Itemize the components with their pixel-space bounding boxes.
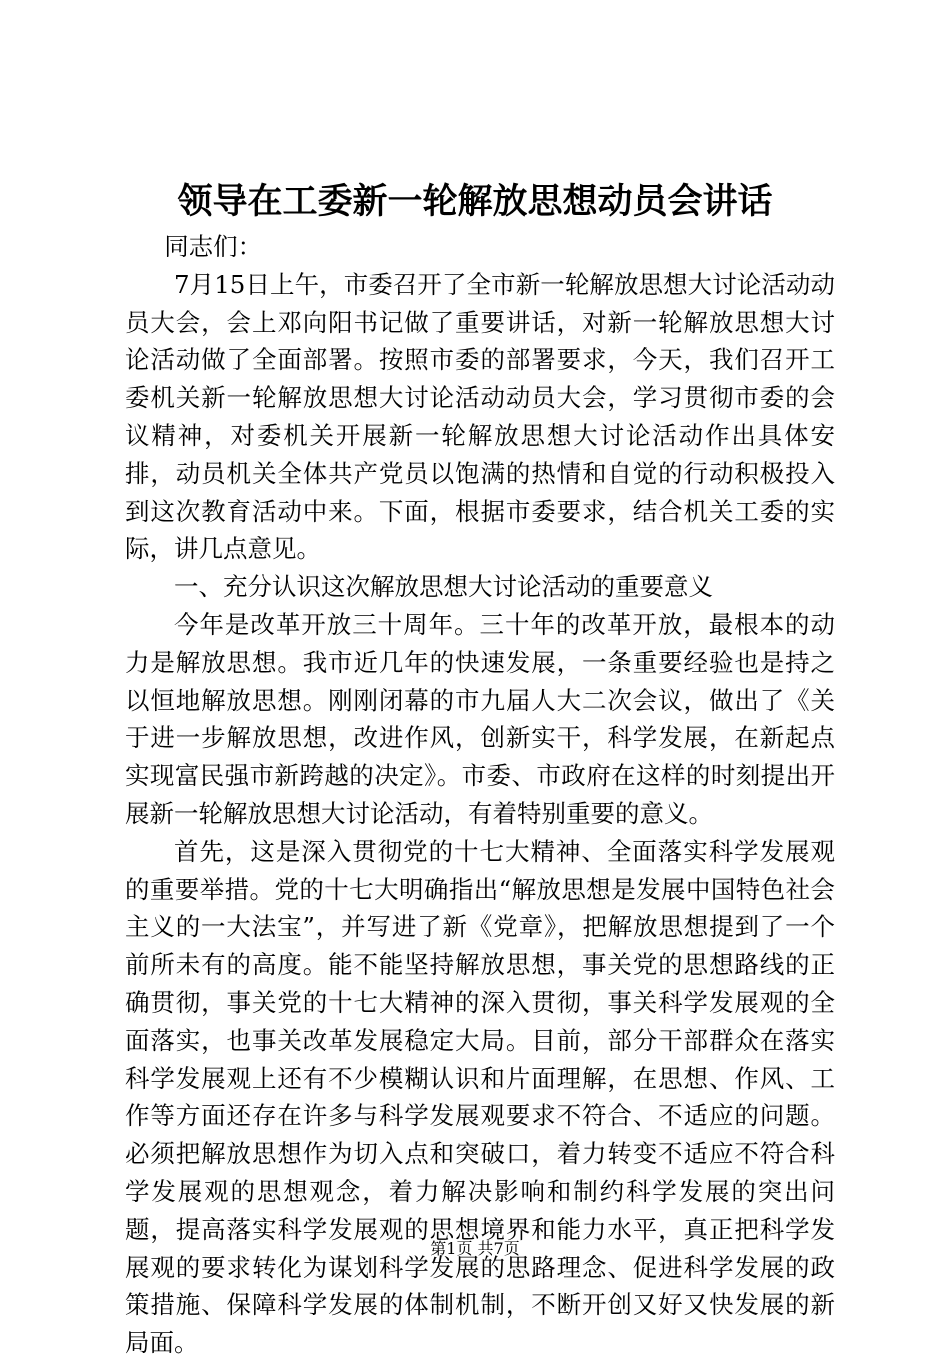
document-body [125,228,835,1362]
salutation: 同志们： [164,232,263,261]
page-number-footer: 第1页 共7页 [430,1239,520,1258]
paragraph-intro: 7月15日上午，市委召开了全市新一轮解放思想大讨论活动动员大会，会上邓向阳书记做了重要讲话，对新一轮解放思想大讨论活动做了全面部署。按照市委的部署要求，今天，我们召开工委机关新一轮解放思想大讨论活动动员大会，学习贯彻市委的会议精神，对委机关开展新一轮解放思想大讨论活动作出具体安排，动员机关全体共产党员以饱满的热情和自觉的行动积极投入到这次教育活动中来。下面，根据市委要求，结合机关工委的实际，讲几点意见。 [125,269,835,564]
section-heading-1: 一、充分认识这次解放思想大讨论活动的重要意义 [174,572,713,602]
paragraph-reform: 今年是改革开放三十周年。三十年的改革开放，最根本的动力是解放思想。我市近几年的快速发展，一条重要经验也是持之以恒地解放思想。刚刚闭幕的市九届人大二次会议，做出了《关于进一步解放思想，改进作风，创新实干，科学发展，在新起点实现富民强市新跨越的决定》。市委、市政府在这样的时刻提出开展新一轮解放思想大讨论活动，有着特别重要的意义。 [125,609,835,828]
paragraph-first-point: 首先，这是深入贯彻党的十七大精神、全面落实科学发展观的重要举措。党的十七大明确指出“解放思想是发展中国特色社会主义的一大法宝”，并写进了新《党章》，把解放思想提到了一个前所未有的高度。能不能坚持解放思想，事关党的思想路线的正确贯彻，事关党的十七大精神的深入贯彻，事关科学发展观的全面落实，也事关改革发展稳定大局。目前，部分干部群众在落实科学发展观上还有不少模糊认识和片面理解，在思想、作风、工作等方面还存在许多与科学发展观要求不符合、不适应的问题。必须把解放思想作为切入点和突破口，着力转变不适应不符合科学发展观的思想观念，着力解决影响和制约科学发展的突出问题，提高落实科学发展观的思想境界和能力水平，真正把科学发展观的要求转化为谋划科学发展的思路理念、促进科学发展的政策措施、保障科学发展的体制机制，不断开创又好又快发展的新局面。 [125,836,835,1358]
document-title: 领导在工委新一轮解放思想动员会讲话 [177,181,773,222]
